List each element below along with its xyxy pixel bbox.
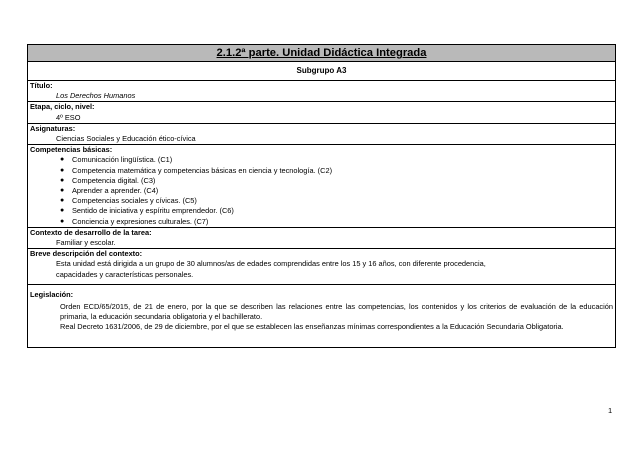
etapa-label: Etapa, ciclo, nivel:: [30, 102, 95, 112]
unit-table: [27, 44, 616, 348]
bullet-icon: ●: [60, 156, 65, 164]
list-item: ● Competencia digital. (C3): [60, 175, 156, 185]
titulo-value: Los Derechos Humanos: [56, 91, 136, 101]
bullet-icon: ●: [60, 166, 65, 174]
asignaturas-value: Ciencias Sociales y Educación ético-cívica: [56, 134, 196, 144]
legislacion-row: [28, 284, 616, 347]
descripcion-line-1: Esta unidad está dirigida a un grupo de 30 alumnos/as de edades comprendidas entre los 15 y 16 años, con diferente procedencia,: [56, 259, 486, 269]
bullet-icon: ●: [60, 207, 65, 215]
competencias-label: Competencias básicas:: [30, 145, 113, 155]
descripcion-label: Breve descripción del contexto:: [30, 249, 143, 259]
descripcion-row: [28, 249, 616, 285]
competencias-list: [30, 155, 613, 226]
page-number: 1: [608, 406, 613, 415]
contexto-value: Familiar y escolar.: [56, 238, 116, 248]
list-item: ● Competencias sociales y cívicas. (C5): [60, 196, 197, 206]
document-title: 2.1.2ª parte. Unidad Didáctica Integrada: [28, 45, 616, 62]
etapa-value: 4º ESO: [56, 112, 81, 122]
list-item: ● Competencia matemática y competencias básicas en ciencia y tecnología. (C2): [60, 165, 333, 175]
contexto-row: [28, 227, 616, 248]
contexto-label: Contexto de desarrollo de la tarea:: [30, 227, 152, 237]
subtitle-row: [28, 62, 616, 81]
list-item: ● Aprender a aprender. (C4): [60, 186, 159, 196]
bullet-icon: ●: [60, 176, 65, 184]
titulo-label: Título:: [30, 81, 53, 90]
titulo-row: [28, 81, 616, 102]
document-page: [27, 44, 616, 348]
descripcion-line-2: capacidades y características personales.: [56, 269, 194, 279]
bullet-icon: ●: [60, 217, 65, 225]
list-item: ● Sentido de iniciativa y espíritu emprendedor. (C6): [60, 206, 234, 216]
etapa-row: [28, 102, 616, 123]
bullet-icon: ●: [60, 187, 65, 195]
legislacion-item: Orden ECD/65/2015, de 21 de enero, por la que se describen las relaciones entre las competencias, los contenidos y los criterios de evaluación de la educación primaria, la educación secundaria obligatoria y el bachillerato.: [60, 302, 613, 322]
list-item: ● Comunicación lingüística. (C1): [60, 155, 173, 165]
competencias-row: [28, 145, 616, 228]
document-subtitle: Subgrupo A3: [28, 62, 616, 81]
asignaturas-label: Asignaturas:: [30, 123, 76, 133]
legislacion-item: Real Decreto 1631/2006, de 29 de diciembre, por el que se establecen las enseñanzas mínimas correspondientes a la Educación Secundaria Obligatoria.: [60, 322, 564, 332]
list-item: ● Conciencia y expresiones culturales. (C7): [60, 216, 209, 226]
asignaturas-row: [28, 123, 616, 144]
bullet-icon: ●: [60, 197, 65, 205]
title-row: [28, 45, 616, 62]
legislacion-label: Legislación:: [30, 289, 74, 299]
